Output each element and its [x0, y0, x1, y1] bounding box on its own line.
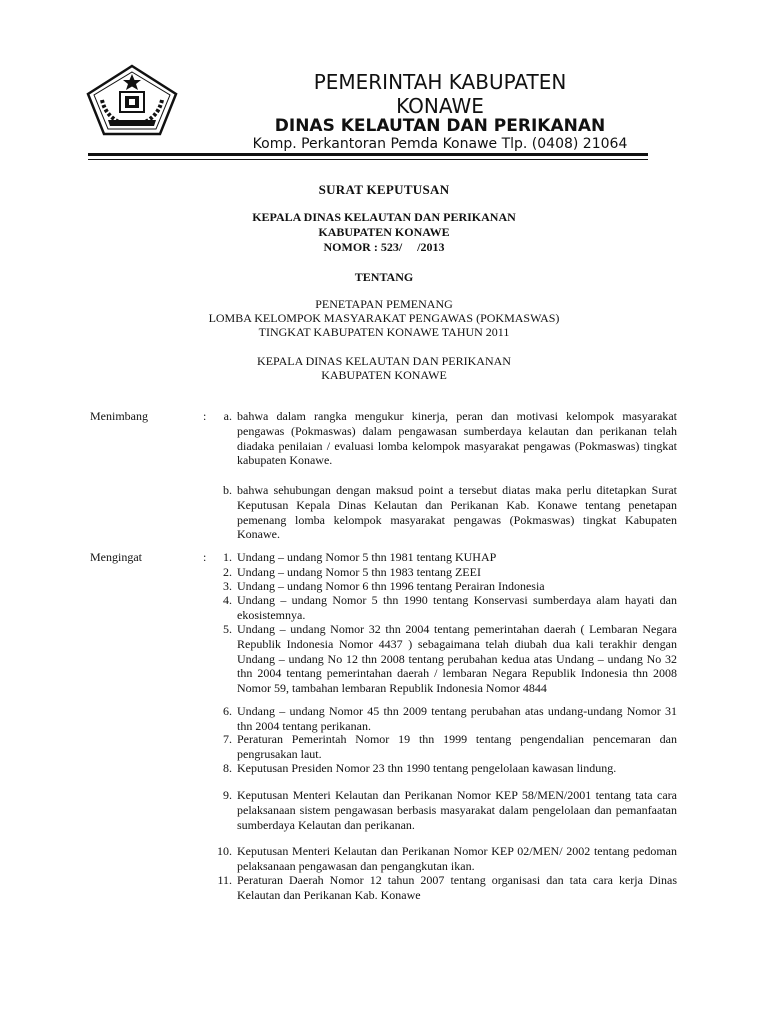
list-marker: 1.: [223, 550, 232, 564]
letterhead-divider-thick: [88, 153, 648, 156]
list-marker: 4.: [223, 593, 232, 607]
decree-number: [88, 240, 680, 255]
mengingat-item: Keputusan Presiden Nomor 23 thn 1990 tentang pengelolaan kawasan lindung.: [237, 761, 617, 775]
letterhead-agency: DINAS KELAUTAN DAN PERIKANAN: [274, 116, 606, 136]
decree-subject-line3: TINGKAT KABUPATEN KONAWE TAHUN 2011: [258, 325, 510, 339]
menimbang-label: Menimbang: [90, 409, 148, 423]
letterhead-divider-thin: [88, 159, 648, 160]
mengingat-item: Undang – undang Nomor 5 thn 1983 tentang ZEEI: [237, 565, 481, 579]
decree-subject-line1: PENETAPAN PEMENANG: [315, 297, 453, 311]
letterhead-regency: KONAWE: [396, 94, 484, 118]
mengingat-item: Undang – undang Nomor 45 thn 2009 tentang perubahan atas undang-undang Nomor 31 thn 2004 tentang perikanan.: [237, 704, 677, 733]
mengingat-item: Peraturan Daerah Nomor 12 tahun 2007 tentang organisasi dan tata cara kerja Dinas Kelautan dan Perikanan Kab. Konawe: [237, 873, 677, 902]
letterhead-address: Komp. Perkantoran Pemda Konawe Tlp. (0408) 21064: [252, 136, 628, 152]
mengingat-item: Undang – undang Nomor 5 thn 1990 tentang Konservasi sumberdaya alam hayati dan ekosistemnya.: [237, 593, 677, 622]
decree-about-label: TENTANG: [354, 270, 414, 284]
mengingat-item: Peraturan Pemerintah Nomor 19 thn 1999 tentang pengendalian pencemaran dan pengrusakan laut.: [237, 732, 677, 761]
list-marker: a.: [223, 409, 232, 423]
list-marker: 3.: [223, 579, 232, 593]
mengingat-item: Keputusan Menteri Kelautan dan Perikanan Nomor KEP 58/MEN/2001 tentang tata cara pelaksanaan sistem pengawasan berbasis masyarakat dalam pengelolaan dan pemanfaatan sumberdaya Kelautan dan perikanan.: [237, 788, 677, 832]
mengingat-item: Undang – undang Nomor 32 thn 2004 tentang pemerintahan daerah ( Lembaran Negara Republik Indonesia Nomor 4437 ) sebagaimana telah diubah dua kali terakhir dengan Undang – undang No 12 thn 2008 tentang perubahan kedua atas Undang – undang No 32 thn 2004 tentang pemerintahan daerah / lembaran Negara Republik Indonesia thn 2008 Nomor 59, tambahan lembaran Republik Indonesia Nomor 4844: [237, 622, 677, 696]
list-marker: b.: [223, 483, 232, 497]
decree-by-line2: KABUPATEN KONAWE: [321, 368, 447, 382]
list-marker: 11.: [217, 873, 232, 887]
letterhead-government: PEMERINTAH KABUPATEN: [313, 70, 567, 94]
decree-number-text: NOMOR : 523/ /2013: [323, 240, 445, 254]
mengingat-label: Mengingat: [90, 550, 142, 564]
list-marker: 7.: [223, 732, 232, 746]
list-marker: 6.: [223, 704, 232, 718]
mengingat-item: Undang – undang Nomor 6 thn 1996 tentang Perairan Indonesia: [237, 579, 545, 593]
list-marker: 9.: [223, 788, 232, 802]
list-marker: 5.: [223, 622, 232, 636]
menimbang-colon: :: [203, 409, 207, 423]
decree-subject-line2: LOMBA KELOMPOK MASYARAKAT PENGAWAS (POKMASWAS): [208, 311, 560, 325]
menimbang-item: bahwa sehubungan dengan maksud point a tersebut diatas maka perlu ditetapkan Surat Keputusan Kepala Dinas Kelautan dan Perikanan Kab. Konawe tentang penetapan pemenang lomba kelompok masyarakat pengawas (Pokmaswas) tingkat Kabupaten Konawe.: [237, 483, 677, 542]
mengingat-item: Undang – undang Nomor 5 thn 1981 tentang KUHAP: [237, 550, 497, 564]
mengingat-item: Keputusan Menteri Kelautan dan Perikanan Nomor KEP 02/MEN/ 2002 tentang pedoman pelaksanaan pengawasan dan pengangkutan ikan.: [237, 844, 677, 873]
mengingat-colon: :: [203, 550, 207, 564]
decree-by-line1: KEPALA DINAS KELAUTAN DAN PERIKANAN: [257, 354, 511, 368]
decree-title: SURAT KEPUTUSAN: [318, 182, 450, 197]
list-marker: 2.: [223, 565, 232, 579]
regency-emblem-icon: [84, 64, 180, 136]
decree-issuer-line2: KABUPATEN KONAWE: [318, 225, 450, 239]
list-marker: 8.: [223, 761, 232, 775]
menimbang-item: bahwa dalam rangka mengukur kinerja, peran dan motivasi kelompok masyarakat pengawas (Pokmaswas) dalam pengawasan sumberdaya kelautan dan perikanan telah diadaka penilaian / evaluasi lomba kelompok masyarakat pengawas (Pokmaswas) tingkat kabupaten Konawe.: [237, 409, 677, 468]
decree-issuer-line1: KEPALA DINAS KELAUTAN DAN PERIKANAN: [252, 210, 516, 224]
list-marker: 10.: [217, 844, 232, 858]
